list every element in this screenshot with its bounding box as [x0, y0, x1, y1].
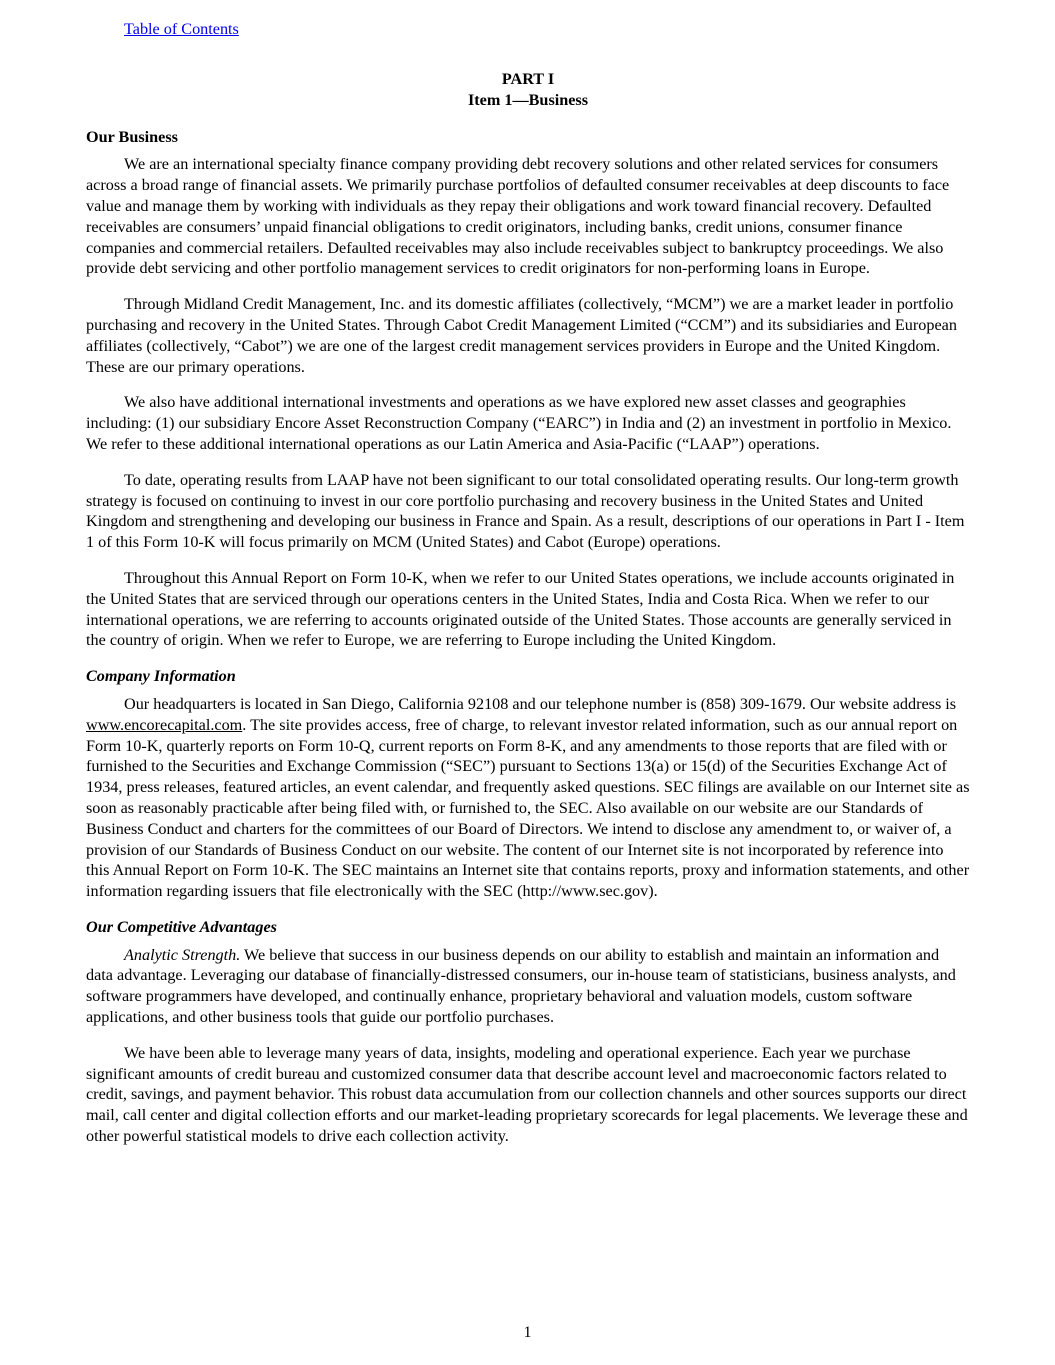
our-business-heading: Our Business — [86, 127, 178, 146]
our-business-paragraph-1: We are an international specialty finance company providing debt recovery solutions and other related services for consumers across a broad range of financial assets. We primarily purchase portfolios of defaulted consumer receivables at deep discounts to face value and manage them by working with individuals as they repay their obligations and work toward financial recovery. Defaulted receivables are consumers’ unpaid financial obligations to credit originators, including banks, credit unions, consumer finance companies and commercial retailers. Defaulted receivables may also include receivables subject to bankruptcy proceedings. We also provide debt servicing and other portfolio management services to credit originators for non-performing loans in Europe. — [86, 155, 950, 278]
our-business-paragraph-5: Throughout this Annual Report on Form 10-K, when we refer to our United States operations, we include accounts originated in the United States that are serviced through our operations centers in the United States, India and Costa Rica. When we refer to our international operations, we are referring to accounts originated outside of the United States. Those accounts are generally serviced in the country of origin. When we refer to Europe, we are referring to Europe including the United Kingdom. — [86, 568, 955, 650]
analytic-strength-text: We believe that success in our business depends on our ability to establish and maintain an information and data advantage. Leveraging our database of financially-distressed consumers, our in-house team of statisticians, business analysts, and software programmers have developed, and continually enhance, proprietary behavioral and valuation models, custom software applications, and other business tools that guide our portfolio purchases. — [86, 945, 956, 1027]
part-heading: PART I — [501, 70, 555, 88]
table-of-contents-link[interactable]: Table of Contents — [124, 20, 239, 38]
our-business-paragraph-2: Through Midland Credit Management, Inc. and its domestic affiliates (collectively, “MCM”) we are a market leader in portfolio purchasing and recovery in the United States. Through Cabot Credit Management Limited (“CCM”) and its subsidiaries and European affiliates (collectively, “Cabot”) we are one of the largest credit management services providers in Europe and the United Kingdom. These are our primary operations. — [86, 295, 957, 376]
item-heading: Item 1—Business — [467, 90, 589, 109]
company-info-text-end: . The site provides access, free of charge, to relevant investor related information, such as our annual report on Form 10-K, quarterly reports on Form 10-Q, current reports on Form 8-K, and any amendments to those reports that are filed with or furnished to the Securities and Exchange Commission (“SEC”) pursuant to Sections 13(a) or 15(d) of the Securities Exchange Act of 1934, press releases, featured articles, an event calendar, and frequently asked questions. SEC filings are available on our Internet site as soon as reasonably practicable after being filed with, or furnished to, the SEC. Also available on our website are our Standards of Business Conduct and charters for the committees of our Board of Directors. We intend to disclose any amendment to, or waiver of, a provision of our Standards of Business Conduct on our website. The content of our Internet site is not incorporated by reference into this Annual Report on Form 10-K. The SEC maintains an Internet site that contains reports, proxy and information statements, and other information regarding issuers that file electronically with the SEC (http://www.sec.gov). — [86, 715, 970, 901]
competitive-advantages-heading: Our Competitive Advantages — [86, 917, 277, 936]
website-link[interactable]: www.encorecapital.com — [86, 715, 243, 734]
our-business-paragraph-3: We also have additional international investments and operations as we have explored new asset classes and geographies including: (1) our subsidiary Encore Asset Reconstruction Company (“EARC”) in India and (2) an investment in portfolio in Mexico. We refer to these additional international operations as our Latin America and Asia-Pacific (“LAAP”) operations. — [86, 393, 952, 453]
company-information-paragraph — [86, 694, 970, 902]
document-page — [86, 69, 970, 1162]
analytic-strength-paragraph — [86, 945, 970, 1028]
company-information-heading: Company Information — [86, 667, 236, 686]
analytic-strength-lead: Analytic Strength. — [124, 945, 241, 964]
page-number: 1 — [523, 1323, 532, 1341]
company-info-text-start: Our headquarters is located in San Diego, California 92108 and our telephone number is (858) 309-1679. Our website address is — [124, 694, 957, 713]
data-leverage-paragraph: We have been able to leverage many years of data, insights, modeling and operational experience. Each year we purchase significant amounts of credit bureau and customized consumer data that describe account level and macroeconomic factors related to credit, savings, and payment behavior. This robust data accumulation from our collection channels and other sources supports our direct mail, call center and digital collection efforts and our market-leading proprietary scorecards for legal placements. We leverage these and other powerful statistical models to drive each collection activity. — [86, 1043, 968, 1146]
our-business-paragraph-4: To date, operating results from LAAP have not been significant to our total consolidated operating results. Our long-term growth strategy is focused on continuing to invest in our core portfolio purchasing and recovery business in the United States and United Kingdom and strengthening and developing our business in France and Spain. As a result, descriptions of our operations in Part I - Item 1 of this Form 10-K will focus primarily on MCM (United States) and Cabot (Europe) operations. — [86, 470, 965, 552]
